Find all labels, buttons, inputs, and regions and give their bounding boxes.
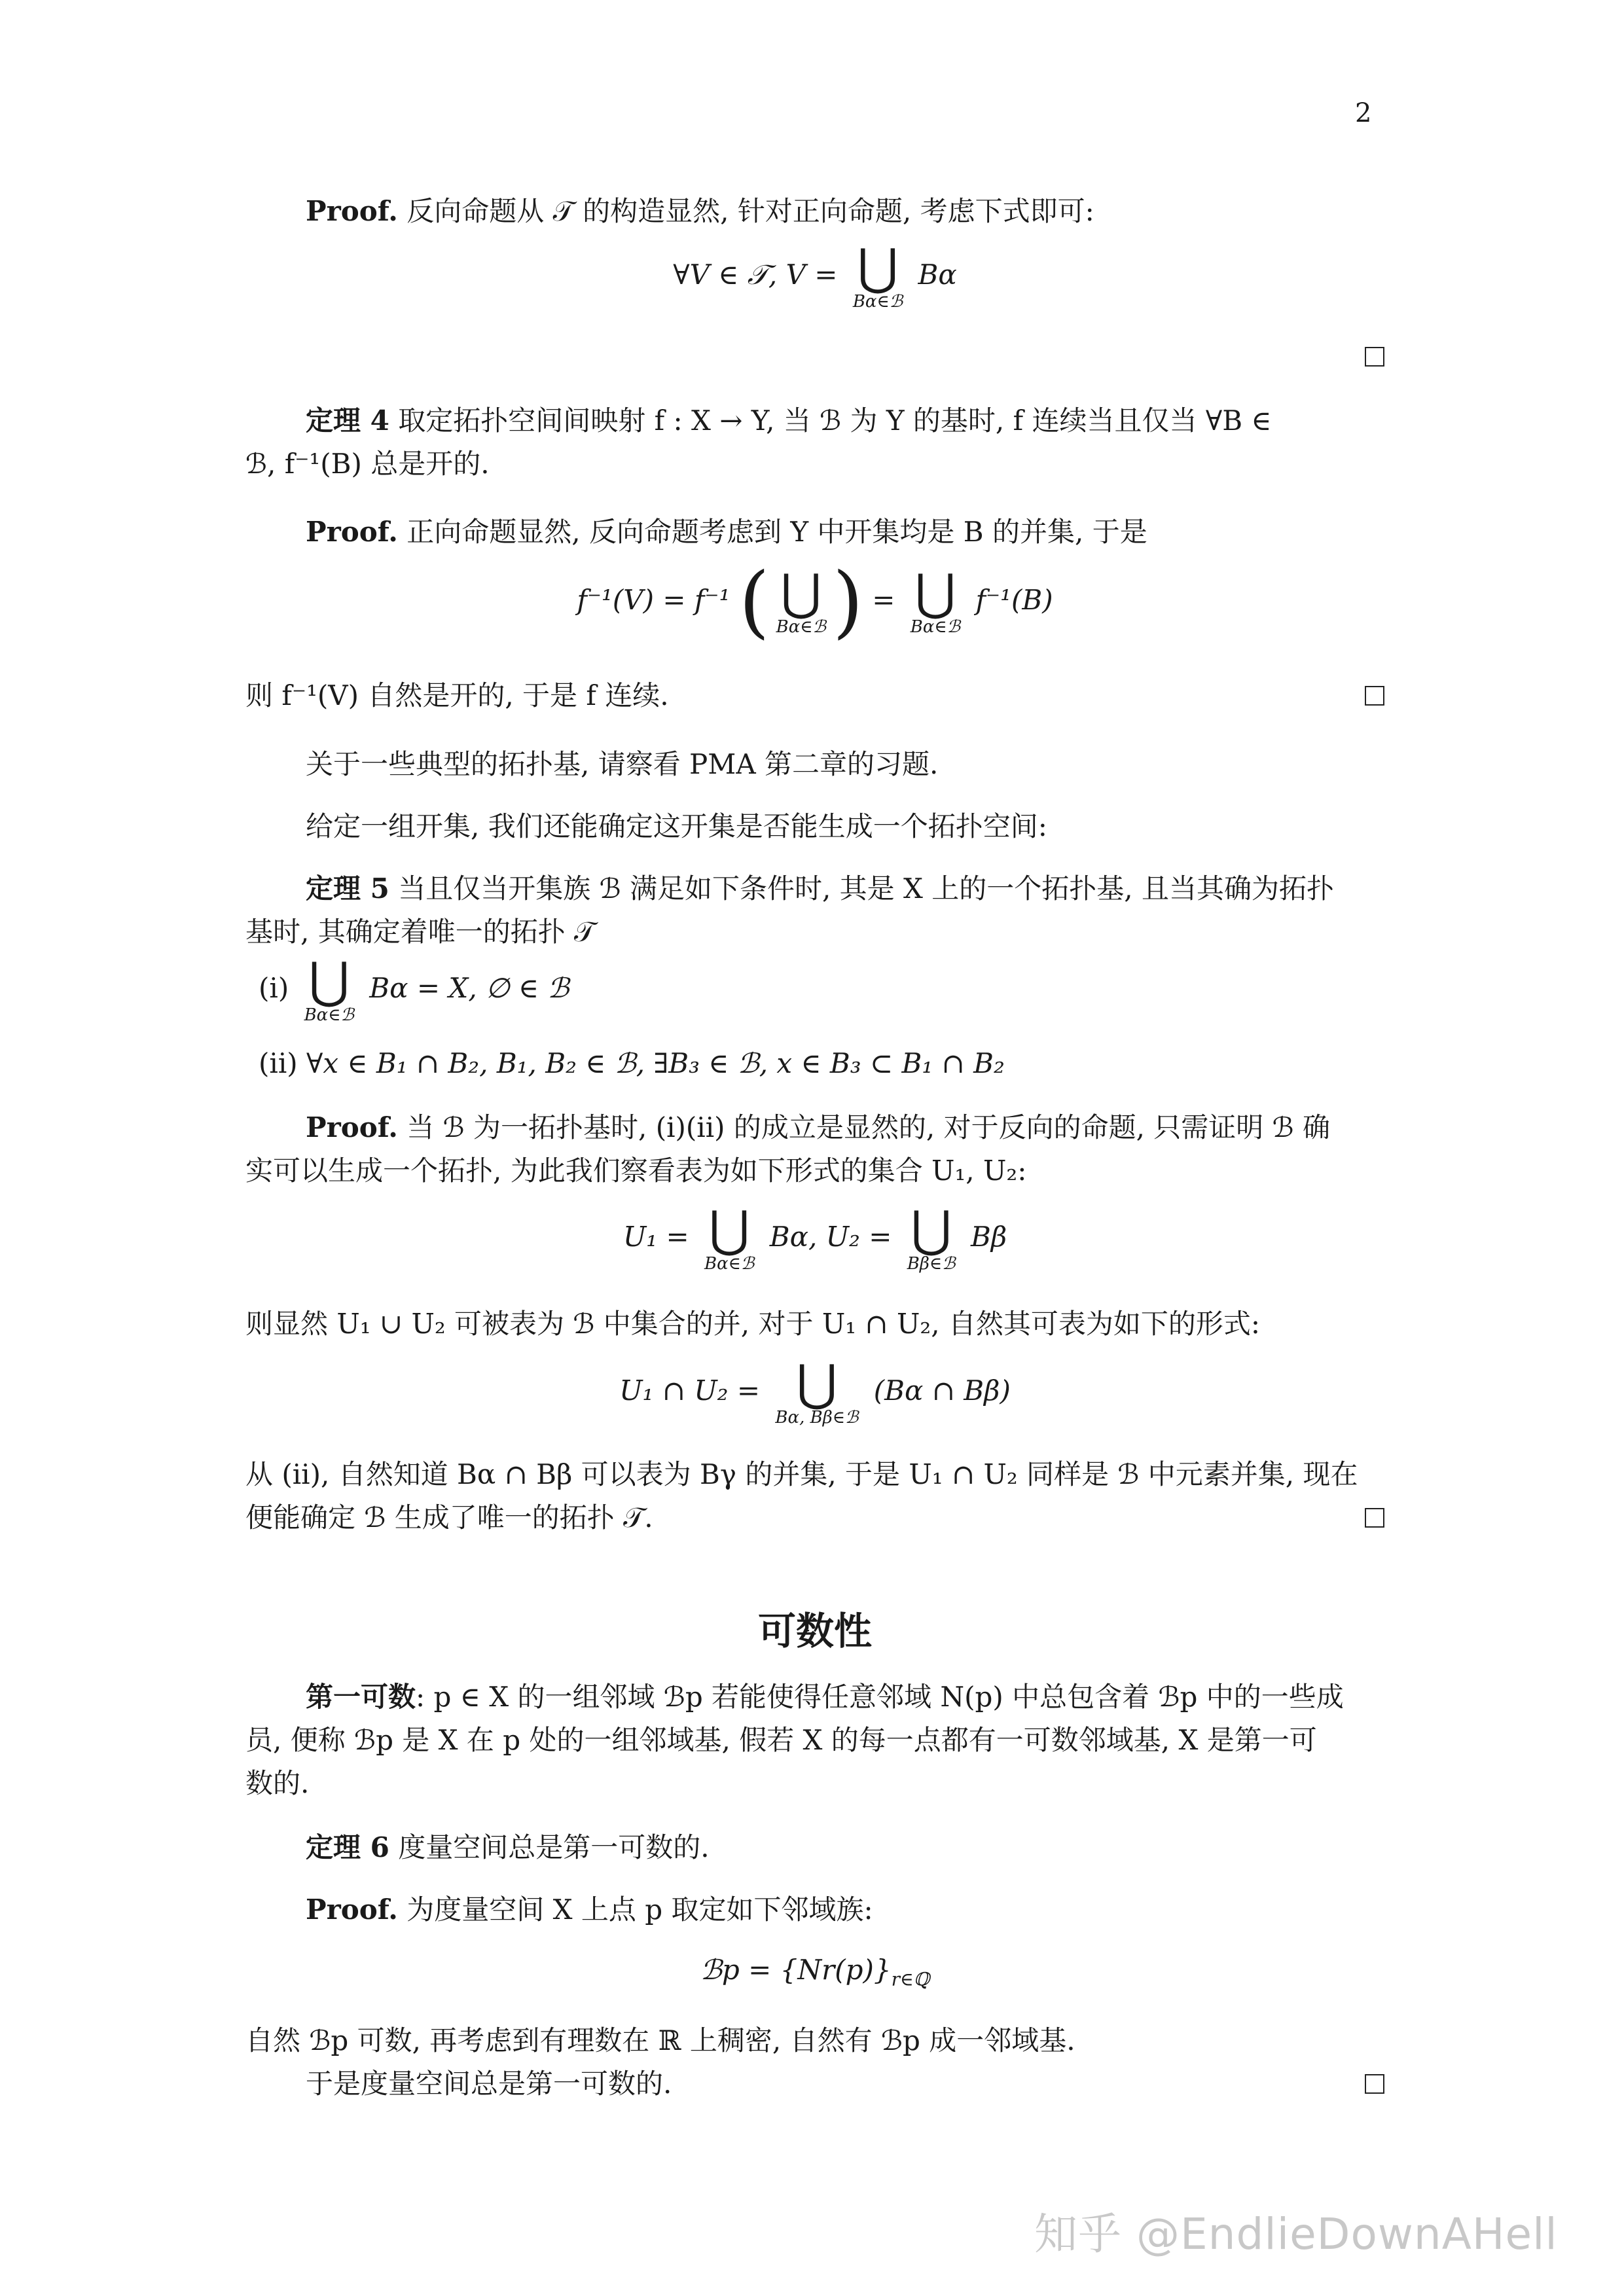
first-countable-def [245,1676,1384,1719]
condition-i-text: Bα = X, ∅ ∈ ℬ [369,972,569,1004]
theorem-4-label: 定理 4 [306,404,389,437]
qed-symbol [1365,2074,1384,2094]
proof-2-text [245,511,1384,554]
page-number: 2 [1355,98,1372,128]
formula-body: ℬp = {Nr(p)} [700,1954,892,1986]
qed-symbol [1365,347,1384,367]
left-paren: ( [738,556,770,647]
big-union: ⋃ Bα∈ℬ [852,238,903,312]
condition-i-label: (i) [259,972,289,1004]
theorem-6-text: 度量空间总是第一可数的. [398,1831,710,1863]
condition-ii-text: ∀x ∈ B₁ ∩ B₂, B₁, B₂ ∈ ℬ, ∃B₃ ∈ ℬ, x ∈ B₃ ⊂ B₁ ∩ B₂ [306,1047,1005,1079]
theorem-4-line2: ℬ, f⁻¹(B) 总是开的. [245,448,490,480]
theorem-5-line2: 基时, 其确定着唯一的拓扑 𝒯 [245,916,596,948]
proof-3-formula-2 [245,1354,1384,1427]
proof-1-body: 反向命题从 𝒯 的构造显然, 针对正向命题, 考虑下式即可: [406,195,1094,227]
condition-ii-label: (ii) [259,1047,298,1079]
union-subscript: Bβ∈ℬ [907,1254,956,1274]
big-union: ⋃ Bα∈ℬ [910,563,961,637]
right-paren: ) [833,556,863,647]
proof-2-conclusion: 则 f⁻¹(V) 自然是开的, 于是 f 连续. [245,679,669,711]
theorem-4 [245,399,1384,442]
formula-subscript: r∈ℚ [891,1968,930,1990]
formula-lhs: f⁻¹(V) = f⁻¹ [577,584,731,616]
big-union: ⋃ Bα∈ℬ [776,563,826,637]
big-union: ⋃ Bα, Bβ∈ℬ [775,1354,859,1427]
theorem-5-label: 定理 5 [306,872,389,905]
qed-symbol [1365,686,1384,706]
proof-label: Proof. [306,516,398,548]
proof-2-body: 正向命题显然, 反向命题考虑到 Y 中开集均是 B 的并集, 于是 [406,516,1147,548]
formula-mid: Bα, U₂ = [769,1221,892,1253]
formula-rhs: f⁻¹(B) [975,584,1053,616]
proof-1-text [245,190,1384,233]
proof-1-formula [245,238,1384,312]
formula-lhs: U₁ ∩ U₂ = [619,1374,761,1407]
formula-rhs: (Bα ∩ Bβ) [873,1374,1011,1407]
proof-label: Proof. [306,1111,398,1143]
theorem-6-label: 定理 6 [306,1831,389,1863]
proof-4-line2: 自然 ℬp 可数, 再考虑到有理数在 ℝ 上稠密, 自然有 ℬp 成一邻域基. [245,2024,1075,2056]
proof-4-body: 为度量空间 X 上点 p 取定如下邻域族: [406,1893,873,1926]
proof-3-formula-1 [245,1200,1384,1274]
union-subscript: Bα, Bβ∈ℬ [775,1408,859,1427]
big-union: ⋃ Bβ∈ℬ [907,1200,956,1274]
proof-3-line5: 便能确定 ℬ 生成了唯一的拓扑 𝒯. [245,1501,653,1534]
condition-ii [259,1047,1005,1079]
formula-rhs: Bα [918,259,957,291]
proof-3-text [245,1106,1384,1149]
watermark: 知乎 @EndlieDownAHell [1034,2209,1558,2259]
big-union: ⋃ Bα∈ℬ [304,951,354,1025]
proof-4-line3: 于是度量空间总是第一可数的. [306,2068,672,2100]
qed-symbol [1365,1508,1384,1528]
proof-3-line2: 实可以生成一个拓扑, 为此我们察看表为如下形式的集合 U₁, U₂: [245,1155,1027,1187]
proof-4-formula [245,1954,1384,1990]
proof-3-line1: 当 ℬ 为一拓扑基时, (i)(ii) 的成立是显然的, 对于反向的命题, 只需证明 ℬ 确 [406,1111,1331,1143]
proof-3-line4: 从 (ii), 自然知道 Bα ∩ Bβ 可以表为 Bγ 的并集, 于是 U₁ ∩ U₂ 同样是 ℬ 中元素并集, 现在 [245,1458,1358,1490]
para-open: 给定一组开集, 我们还能确定这开集是否能生成一个拓扑空间: [306,810,1047,842]
formula-lhs: ∀V ∈ 𝒯, V = [673,259,838,291]
first-countable-line1: : p ∈ X 的一组邻域 ℬp 若能使得任意邻域 N(p) 中总包含着 ℬp 中的一些成 [416,1681,1344,1713]
theorem-6 [245,1826,1384,1869]
union-subscript: Bα∈ℬ [304,1005,354,1025]
para-pma: 关于一些典型的拓扑基, 请察看 PMA 第二章的习题. [306,748,939,780]
union-subscript: Bα∈ℬ [852,292,903,312]
first-countable-term: 第一可数 [306,1681,416,1713]
formula-mid: = [872,584,895,616]
proof-3-line3: 则显然 U₁ ∪ U₂ 可被表为 ℬ 中集合的并, 对于 U₁ ∩ U₂, 自然其可表为如下的形式: [245,1308,1261,1340]
proof-label: Proof. [306,1893,398,1926]
theorem-4-line1: 取定拓扑空间间映射 f : X → Y, 当 ℬ 为 Y 的基时, f 连续当且仅当 ∀B ∈ [398,404,1272,437]
formula-rhs: Bβ [970,1221,1007,1253]
union-subscript: Bα∈ℬ [704,1254,755,1274]
theorem-5-line1: 当且仅当开集族 ℬ 满足如下条件时, 其是 X 上的一个拓扑基, 且当其确为拓扑 [398,872,1334,905]
union-subscript: Bα∈ℬ [910,617,961,637]
formula-lhs: U₁ = [623,1221,689,1253]
theorem-5 [245,867,1384,910]
first-countable-line2: 员, 便称 ℬp 是 X 在 p 处的一组邻域基, 假若 X 的每一点都有一可数邻域基, X 是第一可 [245,1724,1317,1756]
proof-4-text [245,1888,1384,1931]
proof-label: Proof. [306,195,398,227]
union-subscript: Bα∈ℬ [776,617,826,637]
first-countable-line3: 数的. [245,1767,310,1799]
condition-i [259,951,569,1025]
big-union: ⋃ Bα∈ℬ [704,1200,755,1274]
proof-2-formula [245,556,1384,647]
section-title: 可数性 [757,1609,872,1653]
